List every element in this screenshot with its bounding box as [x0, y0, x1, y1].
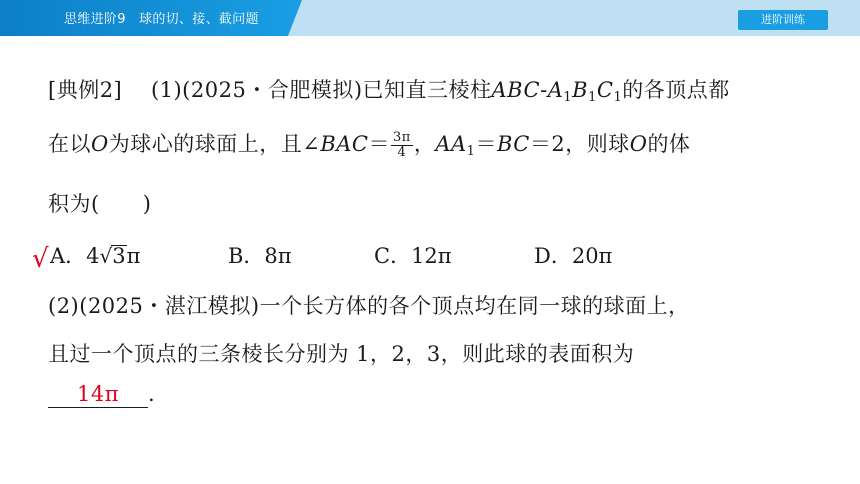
option-a[interactable]: [50, 240, 140, 270]
q2-line-2: 且过一个顶点的三条棱长分别为 1，2，3，则此球的表面积为: [48, 342, 635, 366]
vertex-a1: A: [547, 78, 564, 102]
comma: ，: [413, 132, 436, 156]
option-c[interactable]: C．12π: [374, 244, 452, 268]
q1-text-f: 的体: [647, 132, 691, 156]
option-b[interactable]: B．8π: [228, 244, 292, 268]
q2-line-1: (2)(2025・湛江模拟)一个长方体的各个顶点均在同一球的球面上，: [48, 294, 690, 318]
option-a-pi: π: [126, 244, 141, 268]
option-d[interactable]: D．20π: [534, 244, 613, 268]
q1-text-d: 为球心的球面上，且∠: [108, 132, 321, 156]
equals: ＝: [368, 132, 390, 156]
q1-line-3: 积为( ): [48, 192, 152, 216]
option-a-radicand: 3: [112, 244, 126, 268]
sphere-o: O: [629, 132, 648, 156]
option-a-label: A．4: [50, 244, 100, 268]
vertex-c1: C: [596, 78, 614, 102]
period: .: [148, 382, 156, 406]
prism-dash: -: [540, 78, 548, 102]
fraction-3pi-4: [391, 131, 413, 160]
example-label: [典例2]: [48, 78, 123, 102]
prism-abc: ABC: [491, 78, 541, 102]
equals: ＝: [475, 132, 497, 156]
sub-1: 1: [563, 90, 573, 105]
q1-text-b: 的各顶点都: [622, 78, 730, 102]
fraction-numerator: 3π: [393, 130, 411, 145]
vertex-b1: B: [572, 78, 589, 102]
q1-text-a: (1)(2025・合肥模拟)已知直三棱柱: [150, 78, 492, 102]
section-badge[interactable]: 进阶训练: [738, 10, 828, 30]
sqrt-icon: √: [99, 244, 113, 268]
q1-text-e: ＝2，则球: [529, 132, 630, 156]
q1-line-1: [48, 74, 730, 105]
q1-text-c: 在以: [48, 132, 91, 156]
sub-1: 1: [613, 90, 623, 105]
q1-line-2: [48, 128, 690, 160]
sub-1: 1: [588, 90, 597, 105]
angle-bac: BAC: [320, 132, 369, 156]
segment-aa1: AA: [435, 132, 467, 156]
q2-line-3: [48, 382, 155, 408]
answer-blank[interactable]: 14π: [48, 383, 148, 408]
center-o: O: [91, 132, 109, 156]
segment-bc: BC: [496, 132, 530, 156]
correct-check-icon: √: [32, 244, 49, 274]
sub-1: 1: [466, 144, 476, 159]
page-title: 思维进阶9 球的切、接、截问题: [64, 12, 259, 27]
fraction-denominator: 4: [397, 145, 407, 160]
